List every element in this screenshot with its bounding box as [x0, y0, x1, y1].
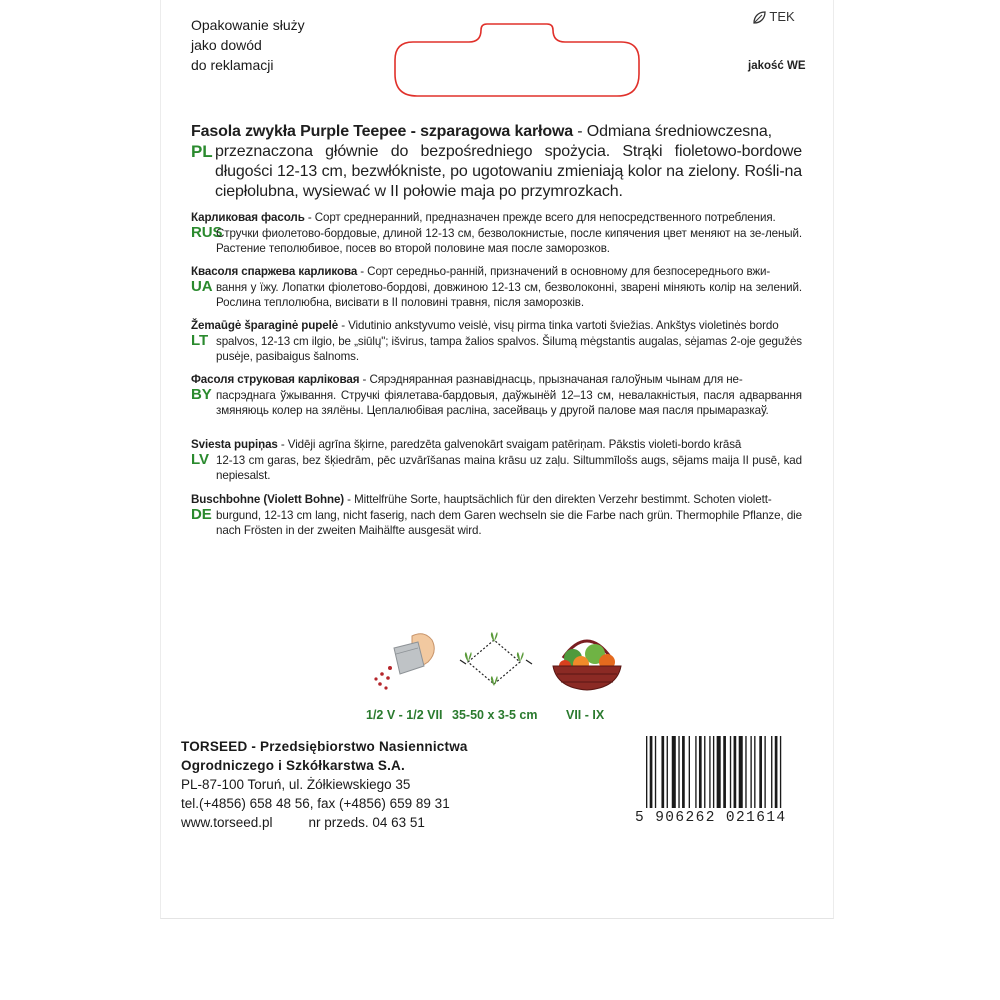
- barcode-bar: [667, 736, 668, 808]
- barcode-bar: [699, 736, 702, 808]
- language-code: RUS: [191, 224, 223, 241]
- barcode-bar: [745, 736, 746, 808]
- company-batch-number: nr przeds. 04 63 51: [308, 815, 425, 830]
- barcode-bar: [750, 736, 751, 808]
- company-info: [181, 737, 468, 832]
- plant-spacing: 35-50 x 3-5 cm: [452, 708, 538, 722]
- harvest-period: VII - IX: [566, 708, 605, 722]
- barcode-bars: [646, 736, 804, 808]
- description-by: [191, 372, 802, 419]
- description-text: пасрэднага ўжывання. Стручкі фіялетава-бардовыя, даўжынёй 12–13 см, невалакністыя, пасля адварвання змяняюць колер на зялёны. Цеплалюбівая расліна, засейваць у другой палове мая пасля прымаразкаў.: [216, 388, 802, 417]
- quality-label: jakość WE: [748, 60, 806, 72]
- barcode-bar: [713, 736, 714, 808]
- description-lead: - Vidēji agrīna šķirne, paredzēta galvenokārt svaigam patēriņam. Pākstis violeti-bordo krāsā: [277, 438, 742, 451]
- barcode-bar: [678, 736, 679, 808]
- company-address: PL-87-100 Toruń, ul. Żółkiewskiego 35: [181, 777, 411, 792]
- description-lt: [191, 318, 802, 365]
- language-code: LV: [191, 451, 209, 468]
- description-pl: [191, 122, 802, 202]
- barcode-bar: [723, 736, 726, 808]
- language-code: UA: [191, 278, 213, 295]
- description-text: 12-13 cm garas, bez šķiedrām, pēc uzvārīšanas maina krāsu uz zaļu. Siltummīlošs augs, sējams maija II pusē, kad nepiesalst.: [216, 453, 802, 482]
- language-code: LT: [191, 332, 209, 349]
- company-phone: tel.(+4856) 658 48 56, fax (+4856) 659 89 31: [181, 796, 450, 811]
- variety-name: Квасоля спаржева карликова: [191, 265, 358, 278]
- description-lead: - Сорт среднеранний, предназначен прежде всего для непосредственного потребления.: [304, 211, 776, 224]
- barcode-bar: [730, 736, 731, 808]
- company-name: TORSEED - Przedsiębiorstwo Nasiennictwa: [181, 739, 468, 754]
- description-lv: [191, 437, 802, 484]
- complaint-note: [191, 15, 305, 75]
- description-text: вання у їжу. Лопатки фіолетово-бордові, довжиною 12-13 см, безволоконні, зварені міняють колір на зелений. Рослина теплолюбна, висівати в ІІ половині травня, після заморозків.: [216, 280, 802, 309]
- description-lead: - Vidutinio ankstyvumo veislė, visų pirma tinka vartoti šviežias. Ankštys violetinės bordo: [338, 319, 779, 332]
- barcode-digits: 5 906262 021614: [635, 810, 787, 826]
- language-code: BY: [191, 386, 212, 403]
- variety-name: Buschbohne (Violett Bohne): [191, 493, 345, 506]
- leaf-logo-icon: [752, 11, 766, 25]
- barcode: [635, 736, 804, 826]
- barcode-bar: [780, 736, 781, 808]
- vegetable-basket-icon: [549, 630, 625, 694]
- variety-name: Sviesta pupiņas: [191, 438, 278, 451]
- barcode-bar: [646, 736, 647, 808]
- description-ua: [191, 264, 802, 311]
- hanger-hole-outline: [393, 22, 641, 102]
- variety-name: Фасоля струковая карліковая: [191, 373, 360, 386]
- barcode-bar: [661, 736, 664, 808]
- description-text: przeznaczona głównie do bezpośredniego spożycia. Strąki fioletowo-bordowe długości 12-13 cm, bezwłókniste, po ugotowaniu zmieniają kolor na zielony. Rośli-na ciepłolubna, wysiewać w II połowie maja po przymrozkach.: [215, 143, 802, 200]
- tek-logo-label: TEK: [769, 9, 795, 24]
- complaint-note-line: do reklamacji: [191, 57, 274, 73]
- barcode-bar: [734, 736, 737, 808]
- barcode-bar: [775, 736, 778, 808]
- barcode-bar: [771, 736, 772, 808]
- description-lead: - Сярэдняранная разнавіднасць, прызначаная галоўным чынам для не-: [359, 373, 743, 386]
- description-text: spalvos, 12-13 cm ilgio, be „siūlų"; išvirus, tampa žalios spalvos. Šilumą mėgstantis augalas, sėjamas 2-oje gegužės pusėje, pasibaigus šalnoms.: [216, 334, 802, 363]
- barcode-bar: [655, 736, 656, 808]
- company-website: www.torseed.pl: [181, 815, 273, 830]
- language-code: DE: [191, 506, 212, 523]
- seed-packet-hand-icon: [372, 630, 442, 692]
- sowing-period: 1/2 V - 1/2 VII: [366, 708, 443, 722]
- variety-name: Карликовая фасоль: [191, 211, 305, 224]
- language-code: PL: [191, 142, 213, 161]
- description-text: burgund, 12-13 cm lang, nicht faserig, nach dem Garen wechseln sie die Farbe nach grün. Thermophile Pflanze, die nach Frösten in der zweiten Maihälfte ausgesät wird.: [216, 508, 802, 537]
- barcode-bar: [764, 736, 765, 808]
- barcode-bar: [689, 736, 690, 808]
- description-lead: - Odmiana średniowczesna,: [573, 123, 772, 140]
- barcode-bar: [717, 736, 721, 808]
- barcode-bar: [672, 736, 676, 808]
- barcode-bar: [739, 736, 743, 808]
- barcode-bar: [704, 736, 705, 808]
- description-text: Стручки фиолетово-бордовые, длиной 12-13 см, безволокнистые, после кипячения цвет меняют на зе-леный. Растение теполюбивое, посев во второй половине мая после заморозков.: [216, 226, 802, 255]
- barcode-bar: [754, 736, 755, 808]
- description-lead: - Mittelfrühe Sorte, hauptsächlich für den direkten Verzehr bestimmt. Schoten violett-: [344, 493, 772, 506]
- description-de: [191, 492, 802, 539]
- tek-logo: [752, 9, 795, 25]
- barcode-bar: [695, 736, 696, 808]
- barcode-bar: [650, 736, 653, 808]
- plant-spacing-icon: [456, 630, 536, 696]
- barcode-bar: [682, 736, 685, 808]
- description-lead: - Сорт середньо-ранній, призначений в основному для безпосереднього вжи-: [357, 265, 771, 278]
- description-rus: [191, 210, 802, 257]
- company-name-cont: Ogrodniczego i Szkółkarstwa S.A.: [181, 758, 405, 773]
- barcode-bar: [709, 736, 710, 808]
- barcode-bar: [759, 736, 762, 808]
- variety-name: Fasola zwykła Purple Teepee - szparagowa karłowa: [191, 123, 573, 140]
- variety-name: Žemaūgė šparaginė pupelė: [191, 319, 339, 332]
- complaint-note-line: jako dowód: [191, 37, 262, 53]
- complaint-note-line: Opakowanie służy: [191, 17, 305, 33]
